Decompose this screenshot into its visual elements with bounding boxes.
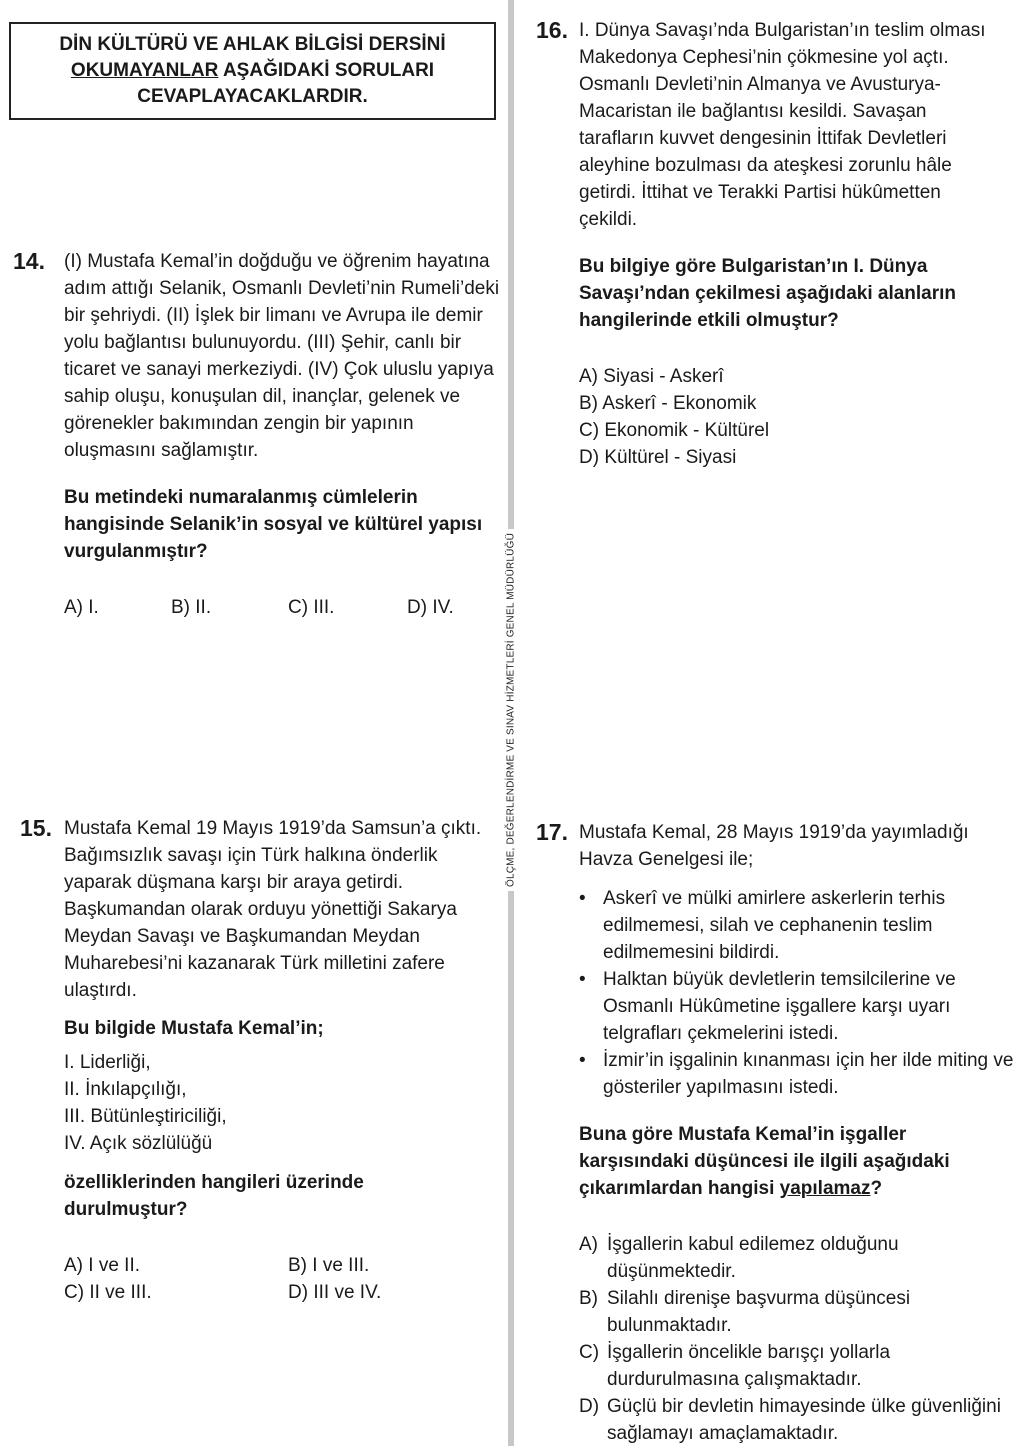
q14-number: 14. [13, 248, 45, 274]
q17-bullet-1-text: Askerî ve mülki amirlere askerlerin terhis edilmemesi, silah ve cephanenin teslim edilmemesini bildirdi. [603, 888, 946, 963]
q14 [64, 248, 504, 621]
q14-options [64, 594, 504, 621]
notice-box [9, 22, 496, 120]
q17-bullet-2 [579, 966, 1017, 1047]
q14-stem: Bu metindeki numaralanmış cümlelerin hangisinde Selanik’in sosyal ve kültürel yapısı vurgulanmıştır? [64, 487, 483, 562]
q17-bullet-3-text: İzmir’in işgalinin kınanması için her ilde miting ve gösteriler yapılmasını istedi. [603, 1050, 1014, 1098]
q17-option-b-letter: B) [579, 1288, 598, 1309]
q15-option-b[interactable]: B) I ve III. [288, 1255, 370, 1276]
q17-option-a[interactable] [579, 1231, 1004, 1285]
q17-option-c[interactable] [579, 1339, 1004, 1393]
q14-option-c[interactable]: C) III. [288, 597, 335, 618]
q15-number: 15. [20, 815, 52, 841]
q15-options [64, 1252, 504, 1306]
notice-underlined-word: OKUMAYANLAR [70, 60, 219, 81]
q16-passage: I. Dünya Savaşı’nda Bulgaristan’ın teslim olması Makedonya Cephesi’nin çökmesine yol açtı. Osmanlı Devleti’nin Almanya ve Avusturya-Macaristan ile bağlantısı kesildi. Savaşan tarafların kuvvet dengesinin İttifak Devletleri aleyhine bozulması da ateşkesi zorunlu hâle getirdi. İttihat ve Terakki Partisi hükûmetten çekildi. [579, 20, 986, 230]
bullet-dot-icon: • [579, 888, 586, 909]
notice-line-2-rest: AŞAĞIDAKİ SORULARI [218, 60, 435, 81]
q17-intro: Mustafa Kemal, 28 Mayıs 1919’da yayımladığı Havza Genelgesi ile; [579, 822, 969, 870]
q17-stem-text: Buna göre Mustafa Kemal’in işgaller karşısındaki düşüncesi ile ilgili aşağıdaki çıkarımlardan hangisi [579, 1124, 950, 1199]
notice-line-2 [71, 58, 434, 84]
q17-option-c-letter: C) [579, 1342, 600, 1363]
divider-label: ÖLÇME, DEĞERLENDİRME VE SINAV HİZMETLERİ GENEL MÜDÜRLÜĞÜ [500, 529, 523, 891]
q15-stem-2: özelliklerinden hangileri üzerinde durulmuştur? [64, 1172, 364, 1220]
q15-passage: Mustafa Kemal 19 Mayıs 1919’da Samsun’a çıktı. Bağımsızlık savaşı için Türk halkına önderlik yaparak düşmana karşı bir araya getirdi. Başkumandan olarak orduyu yönettiği Sakarya Meydan Savaşı ve Başkumandan Meydan Muharebesi’ni kazanarak Türk milletini zafere ulaştırdı. [64, 818, 482, 1001]
q17-number: 17. [536, 819, 568, 845]
q17-bullet-2-text: Halktan büyük devletlerin temsilcilerine ve Osmanlı Hükûmetine işgallere karşı uyarı telgrafları çekmelerini istedi. [603, 969, 956, 1044]
q17-stem-underlined: yapılamaz [779, 1178, 871, 1199]
q16-options [579, 363, 999, 471]
q17-option-a-text: İşgallerin kabul edilemez olduğunu düşünmektedir. [607, 1234, 899, 1282]
q14-option-b[interactable]: B) II. [171, 597, 212, 618]
q17 [579, 819, 1017, 1447]
q16 [579, 17, 999, 471]
q17-option-d[interactable] [579, 1393, 1004, 1447]
q17-option-a-letter: A) [579, 1234, 598, 1255]
q16-stem: Bu bilgiye göre Bulgaristan’ın I. Dünya Savaşı’ndan çekilmesi aşağıdaki alanların hangilerinde etkili olmuştur? [579, 256, 957, 331]
q14-passage: (I) Mustafa Kemal’in doğduğu ve öğrenim hayatına adım attığı Selanik, Osmanlı Devleti’nin Rumeli’deki bir şehriydi. (II) İşlek bir limanı ve Avrupa ile demir yolu bağlantısı bulunuyordu. (III) Şehir, canlı bir ticaret ve sanayi merkeziydi. (IV) Çok uluslu yapıya sahip oluşu, konuşulan dil, inançlar, gelenek ve görenekler bakımından zengin bir yapının oluşmasını sağlamıştır. [64, 251, 500, 461]
bullet-dot-icon: • [579, 1050, 586, 1071]
q17-bullet-1 [579, 885, 1017, 966]
q17-bullets [579, 885, 1017, 1101]
q15-item-4: IV. Açık sözlülüğü [64, 1133, 213, 1154]
q17-options [579, 1231, 1004, 1447]
q16-option-b[interactable]: B) Askerî - Ekonomik [579, 393, 757, 414]
q15-option-c[interactable]: C) II ve III. [64, 1282, 152, 1303]
notice-line-3: CEVAPLAYACAKLARDIR. [137, 86, 368, 107]
q15 [64, 815, 504, 1306]
q17-bullet-3 [579, 1047, 1017, 1101]
bullet-dot-icon: • [579, 969, 586, 990]
notice-line-1: DİN KÜLTÜRÜ VE AHLAK BİLGİSİ DERSİNİ [59, 34, 446, 55]
q15-item-2: II. İnkılapçılığı, [64, 1079, 187, 1100]
q17-option-c-text: İşgallerin öncelikle barışçı yollarla durdurulmasına çalışmaktadır. [607, 1342, 891, 1390]
q16-option-a[interactable]: A) Siyasi - Askerî [579, 366, 724, 387]
q17-option-b-text: Silahlı direnişe başvurma düşüncesi bulunmaktadır. [607, 1288, 911, 1336]
q15-stem-1: Bu bilgide Mustafa Kemal’in; [64, 1018, 324, 1039]
q17-option-b[interactable] [579, 1285, 1004, 1339]
q14-option-d[interactable]: D) IV. [407, 597, 454, 618]
q16-number: 16. [536, 17, 568, 43]
q17-option-d-letter: D) [579, 1396, 600, 1417]
q15-option-d[interactable]: D) III ve IV. [288, 1282, 382, 1303]
q14-option-a[interactable]: A) I. [64, 597, 99, 618]
q16-option-d[interactable]: D) Kültürel - Siyasi [579, 447, 737, 468]
q15-option-a[interactable]: A) I ve II. [64, 1255, 141, 1276]
q17-stem-end: ? [870, 1178, 883, 1199]
q17-option-d-text: Güçlü bir devletin himayesinde ülke güvenliğini sağlamayı amaçlamaktadır. [607, 1396, 1001, 1444]
q15-item-1: I. Liderliği, [64, 1052, 151, 1073]
q15-items [64, 1049, 504, 1157]
q15-item-3: III. Bütünleştiriciliği, [64, 1106, 227, 1127]
q17-stem [579, 1121, 1004, 1202]
q16-option-c[interactable]: C) Ekonomik - Kültürel [579, 420, 770, 441]
